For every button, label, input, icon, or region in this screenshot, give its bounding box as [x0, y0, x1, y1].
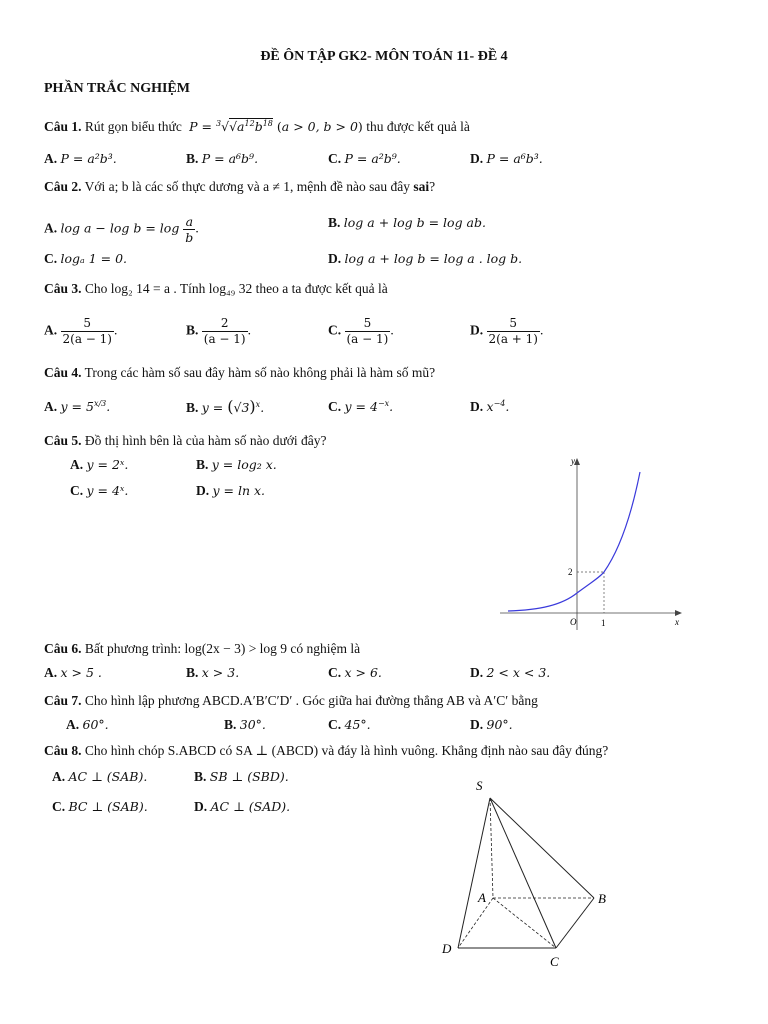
page-title: ĐỀ ÔN TẬP GK2- MÔN TOÁN 11- ĐỀ 4 — [260, 49, 508, 64]
q8-option-c[interactable]: C. BC ⊥ (SAB). — [52, 799, 148, 814]
question-label: Câu 8. — [44, 743, 82, 758]
q2-option-b[interactable]: B. log a + log b = log ab. — [328, 215, 486, 230]
q3-option-d[interactable]: D. $\frac{5}{2(a + 1)}$ . — [470, 316, 544, 346]
question-text: Trong các hàm số sau đây hàm số nào không phải là hàm số mũ? — [84, 365, 436, 380]
question-label: Câu 7. — [44, 693, 82, 708]
q1-option-a[interactable]: A. P = a²b³. — [44, 151, 117, 166]
q7-option-b[interactable]: B. 30°. — [224, 717, 266, 732]
x-axis-label: x — [675, 617, 679, 627]
question-3 — [44, 280, 388, 298]
q6-option-d[interactable]: D. 2 < x < 3. — [470, 665, 551, 680]
question-1 — [44, 118, 470, 136]
question-text: Cho hình chóp S.ABCD có SA ⊥ (ABCD) và đáy là hình vuông. Khẳng định nào sau đây đúng? — [84, 743, 609, 758]
question-7 — [44, 692, 538, 710]
question-text: Với a; b là các số thực dương và a ≠ 1, mệnh đề nào sau đây — [84, 179, 411, 194]
question-label: Câu 6. — [44, 641, 82, 656]
question-6 — [44, 640, 360, 658]
question-text: Rút gọn biểu thức — [84, 119, 182, 134]
pyramid-diagram — [430, 772, 630, 972]
q7-option-a[interactable]: A. 60°. — [66, 717, 109, 732]
question-2: Câu 2. Với a; b là các số thực dương và a ≠ 1, mệnh đề nào sau đây sai? — [44, 179, 436, 194]
q1-option-d[interactable]: D. P = a⁶b³. — [470, 151, 543, 166]
q4-option-d[interactable]: D. $x^{-4}$. — [470, 398, 510, 414]
origin-label: O — [570, 617, 577, 627]
q4-option-c[interactable]: C. $y = 4^{-x}$. — [328, 398, 394, 414]
q2-option-c[interactable]: C. logₐ 1 = 0. — [44, 251, 127, 266]
section-heading: PHẦN TRẮC NGHIỆM — [44, 81, 190, 96]
expression: $P = ^3√√a^{12}b^{18}$ (a > 0, b > 0) — [185, 118, 363, 134]
q6-option-c[interactable]: C. x > 6. — [328, 665, 382, 680]
q7-option-c[interactable]: C. 45°. — [328, 717, 371, 732]
vertex-b: B — [598, 891, 606, 906]
q4-option-a[interactable]: A. $y = 5^{x/3}$. — [44, 398, 111, 414]
q7-option-d[interactable]: D. 90°. — [470, 717, 513, 732]
question-label: Câu 5. — [44, 433, 82, 448]
q1-option-b[interactable]: B. P = a⁶b⁹. — [186, 151, 259, 166]
vertex-s: S — [476, 778, 483, 793]
q3-option-b[interactable]: B. $\frac{2}{(a - 1)}$ . — [186, 316, 251, 346]
question-tail: thu được kết quả là — [366, 119, 470, 134]
q6-option-b[interactable]: B. x > 3. — [186, 665, 240, 680]
q2-option-d[interactable]: D. log a + log b = log a . log b. — [328, 251, 523, 266]
question-5 — [44, 432, 327, 450]
tick-x-label: 1 — [601, 618, 606, 628]
question-text: Cho hình lập phương ABCD.A′B′C′D′ . Góc giữa hai đường thẳng AB và A′C′ bằng — [84, 693, 538, 708]
question-8 — [44, 742, 608, 760]
q4-option-b[interactable]: B. $y = (√3)^x$. — [186, 397, 265, 416]
question-text: Bất phương trình: log(2x − 3) > log 9 có nghiệm là — [84, 641, 361, 656]
question-label: Câu 3. — [44, 281, 82, 296]
question-label: Câu 2. — [44, 179, 82, 194]
q8-option-b[interactable]: B. SB ⊥ (SBD). — [194, 769, 289, 784]
q1-option-c[interactable]: C. P = a²b⁹. — [328, 151, 401, 166]
q2-option-a[interactable]: A. log a − log b = log $\frac{a}{b}$ . — [44, 214, 199, 245]
q5-option-b[interactable]: B. y = log₂ x. — [196, 457, 277, 472]
question-label: Câu 1. — [44, 119, 82, 134]
question-text: Cho log₂ 14 = a . Tính log₄₉ 32 theo a ta được kết quả là — [84, 281, 388, 296]
q3-option-c[interactable]: C. $\frac{5}{(a - 1)}$ . — [328, 316, 394, 346]
q8-option-a[interactable]: A. AC ⊥ (SAB). — [52, 769, 148, 784]
vertex-d: D — [442, 941, 452, 956]
exponential-graph — [500, 452, 690, 632]
q3-option-a[interactable]: A. $\frac{5}{2(a - 1)}$ . — [44, 316, 118, 346]
y-axis-label: y — [571, 456, 575, 466]
q6-option-a[interactable]: A. x > 5 . — [44, 665, 102, 680]
tick-y-label: 2 — [568, 567, 573, 577]
q8-option-d[interactable]: D. AC ⊥ (SAD). — [194, 799, 291, 814]
question-text: Đồ thị hình bên là của hàm số nào dưới đây? — [84, 433, 327, 448]
q5-option-c[interactable]: C. y = 4ˣ. — [70, 483, 129, 498]
vertex-a: A — [478, 890, 486, 905]
q5-option-a[interactable]: A. y = 2ˣ. — [70, 457, 129, 472]
question-label: Câu 4. — [44, 365, 82, 380]
keyword-sai: sai — [413, 179, 430, 194]
vertex-c: C — [550, 954, 559, 969]
q5-option-d[interactable]: D. y = ln x. — [196, 483, 266, 498]
question-4 — [44, 364, 435, 382]
